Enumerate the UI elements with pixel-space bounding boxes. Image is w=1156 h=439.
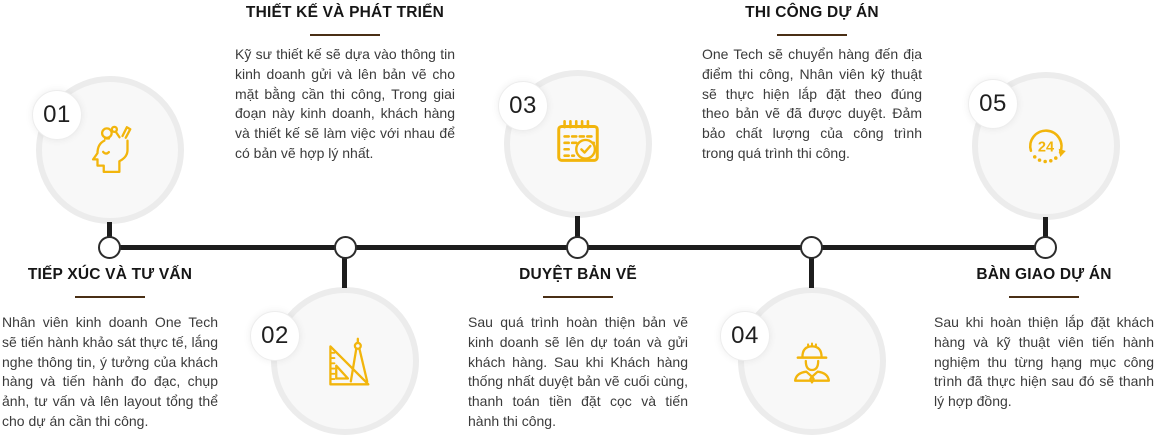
step-3-number-badge: [498, 81, 548, 131]
24-label: 24: [1037, 139, 1055, 156]
title-divider: [777, 34, 847, 36]
step-number: 03: [509, 92, 537, 119]
step-3-description: Sau quá trình hoàn thiện bản vẽ kinh doanh sẽ lên dự toán và gửi khách hàng. Sau khi Khách hàng thống nhất duyệt bản vẽ cuối cùng, thanh toán tiền đặt cọc và tiến hành thi công.: [468, 314, 688, 429]
step-5-number-badge: [968, 79, 1018, 129]
step-5-description: Sau khi hoàn thiện lắp đặt khách hàng và kỹ thuật viên tiến hành nghiệm thu từng hạng mục công trình đã thực hiện sau đó sẽ thanh lý hợp đồng.: [934, 314, 1154, 410]
calendar-check-icon: [550, 116, 606, 172]
construction-worker-icon: [785, 334, 839, 388]
step-4-number-badge: [720, 311, 770, 361]
title-divider: [1009, 296, 1079, 298]
timeline-node: [566, 236, 589, 259]
step-2-title: THIẾT KẾ VÀ PHÁT TRIỂN: [245, 4, 445, 21]
drafting-tools-icon: [317, 333, 373, 389]
step-2-text: [235, 4, 455, 164]
step-3-title: DUYỆT BẢN VẼ: [519, 266, 637, 283]
step-number: 02: [261, 322, 289, 349]
timeline-node: [800, 236, 823, 259]
step-5-text: [934, 266, 1154, 412]
idea-head-icon: [80, 119, 140, 181]
step-3-text: [468, 266, 688, 432]
timeline-node: [334, 236, 357, 259]
step-number: 04: [731, 322, 759, 349]
step-number: 01: [43, 101, 71, 128]
step-4-description: One Tech sẽ chuyển hàng đến địa điểm thi công, Nhân viên kỹ thuật sẽ thực hiện lắp đặt theo đúng theo bản vẽ đã được duyệt. Đảm bảo chất lượng của công trình trong quá trình thi công.: [702, 46, 922, 161]
timeline-node: [98, 236, 121, 259]
step-5-title: BÀN GIAO DỰ ÁN: [976, 266, 1112, 283]
step-2-circle: [271, 287, 419, 435]
24h-service-icon: [1021, 121, 1071, 171]
step-4-text: [702, 4, 922, 164]
title-divider: [310, 34, 380, 36]
step-4-circle: [738, 287, 886, 435]
step-2-description: Kỹ sư thiết kế sẽ dựa vào thông tin kinh doanh gửi và lên bản vẽ cho mặt bằng cần thi công, Trong giai đoạn này kinh doanh, khách hàng và thiết kế sẽ làm việc với nhau để có bản vẽ hợp lý nhất.: [235, 46, 455, 161]
step-4-title: THI CÔNG DỰ ÁN: [745, 4, 879, 21]
title-divider: [543, 296, 613, 298]
step-1-text: [2, 266, 218, 432]
step-1-title: TIẾP XÚC VÀ TƯ VẤN: [27, 266, 193, 283]
step-2-number-badge: [250, 311, 300, 361]
step-1-description: Nhân viên kinh doanh One Tech sẽ tiến hành khảo sát thực tế, lắng nghe thông tin, ý tưởng của khách hàng và tiến hành đo đạc, chụp ảnh, tư vấn và lên layout tổng thể cho dự án cần thi công.: [2, 314, 218, 429]
step-number: 05: [979, 90, 1007, 117]
timeline-node: [1034, 236, 1057, 259]
title-divider: [75, 296, 145, 298]
step-1-number-badge: [32, 90, 82, 140]
